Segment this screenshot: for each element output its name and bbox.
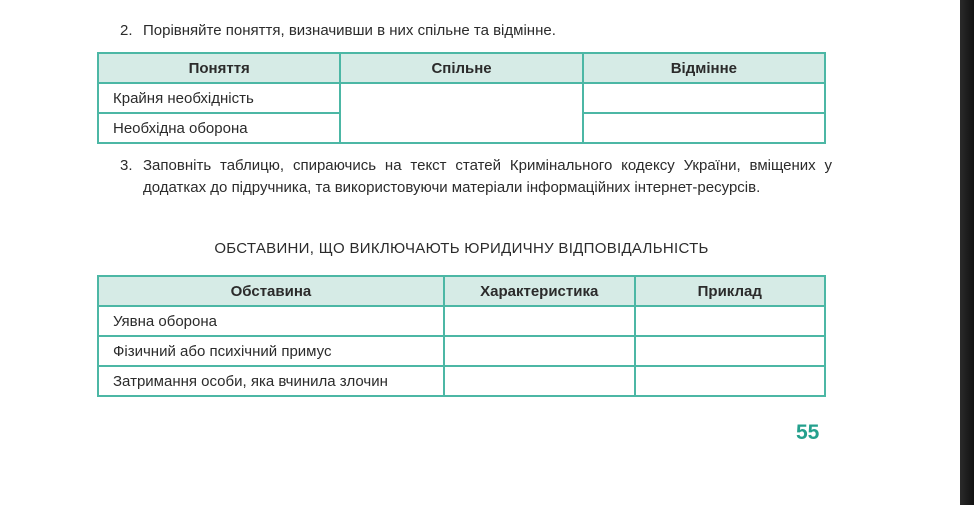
example-cell[interactable] — [635, 336, 825, 366]
task-2 — [120, 20, 832, 42]
header-example: Приклад — [635, 276, 825, 306]
page-number: 55 — [796, 421, 820, 444]
header-characteristic: Характеристика — [444, 276, 635, 306]
circumstances-table-header — [98, 276, 825, 306]
different-cell[interactable] — [583, 83, 825, 113]
task-3-text: Заповніть таблицю, спираючись на текст статей Кримінального кодексу України, вміщених у додатках до підручника, та використовуючи матеріали інформаційних інтернет-ресурсів. — [143, 157, 832, 196]
comparison-table-header — [98, 53, 825, 83]
characteristic-cell[interactable] — [444, 306, 635, 336]
task-2-number: 2. — [120, 22, 133, 39]
header-concept: Поняття — [98, 53, 340, 83]
comparison-table — [97, 52, 826, 144]
different-cell[interactable] — [583, 113, 825, 143]
characteristic-cell[interactable] — [444, 336, 635, 366]
example-cell[interactable] — [635, 366, 825, 396]
common-cell[interactable] — [340, 83, 582, 143]
page-edge-shadow — [960, 0, 974, 505]
circumstance-cell: Уявна оборона — [98, 306, 444, 336]
circumstances-table — [97, 275, 826, 397]
example-cell[interactable] — [635, 306, 825, 336]
table-row — [98, 366, 825, 396]
table-row — [98, 336, 825, 366]
header-different: Відмінне — [583, 53, 825, 83]
header-circumstance: Обставина — [98, 276, 444, 306]
task-3-number: 3. — [120, 157, 133, 174]
table-row — [98, 83, 825, 113]
task-2-text: Порівняйте поняття, визначивши в них спільне та відмінне. — [143, 22, 556, 39]
table-caption: ОБСТАВИНИ, ЩО ВИКЛЮЧАЮТЬ ЮРИДИЧНУ ВІДПОВІДАЛЬНІСТЬ — [214, 240, 709, 257]
row-concept-cell: Необхідна оборона — [98, 113, 340, 143]
table-row — [98, 306, 825, 336]
circumstance-cell: Затримання особи, яка вчинила злочин — [98, 366, 444, 396]
characteristic-cell[interactable] — [444, 366, 635, 396]
task-3 — [120, 155, 832, 199]
circumstance-cell: Фізичний або психічний примус — [98, 336, 444, 366]
row-concept-cell: Крайня необхідність — [98, 83, 340, 113]
header-common: Спільне — [340, 53, 582, 83]
